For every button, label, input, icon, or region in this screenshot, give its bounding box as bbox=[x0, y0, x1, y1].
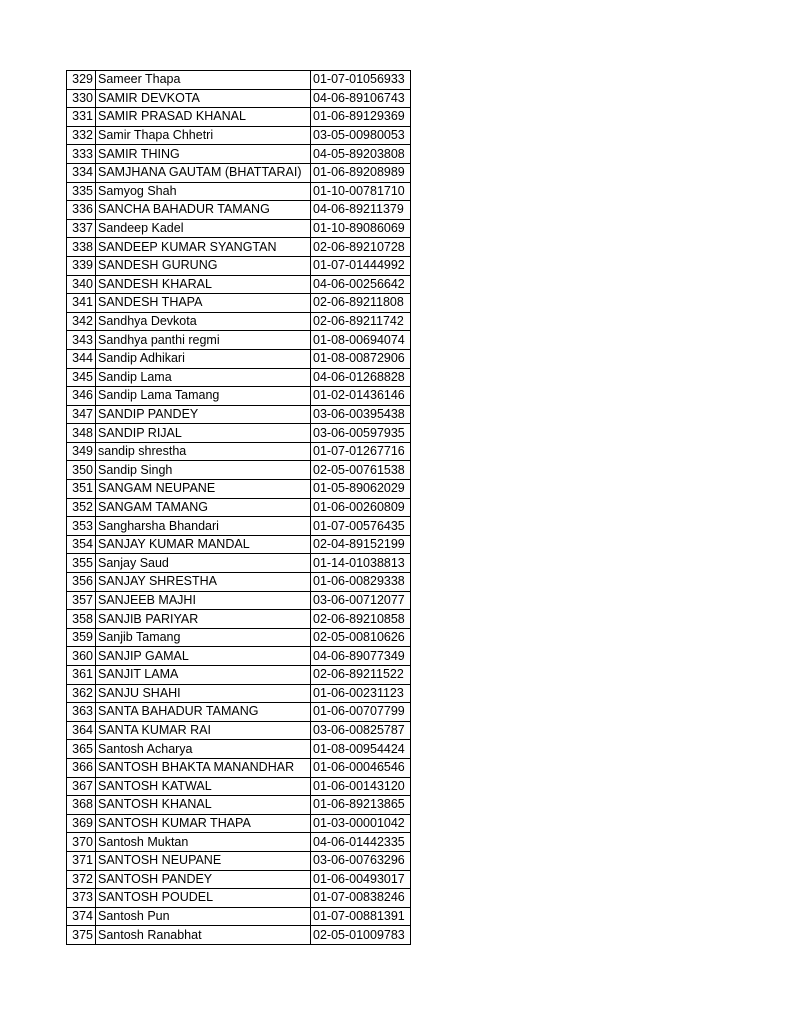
name-cell: Samir Thapa Chhetri bbox=[96, 126, 311, 145]
name-cell: SANJU SHAHI bbox=[96, 684, 311, 703]
name-cell: SANTOSH KUMAR THAPA bbox=[96, 814, 311, 833]
name-cell: SANTOSH PANDEY bbox=[96, 870, 311, 889]
name-cell: SANDESH GURUNG bbox=[96, 256, 311, 275]
name-cell: SANGAM NEUPANE bbox=[96, 480, 311, 499]
table-row bbox=[67, 461, 411, 480]
name-cell: Santosh Pun bbox=[96, 907, 311, 926]
name-cell: Santosh Muktan bbox=[96, 833, 311, 852]
id-code-cell: 03-06-00763296 bbox=[311, 851, 411, 870]
row-number-cell: 358 bbox=[67, 610, 96, 629]
row-number-cell: 360 bbox=[67, 647, 96, 666]
id-code-cell: 01-08-00954424 bbox=[311, 740, 411, 759]
id-code-cell: 04-05-89203808 bbox=[311, 145, 411, 164]
table-row bbox=[67, 777, 411, 796]
row-number-cell: 350 bbox=[67, 461, 96, 480]
table-row bbox=[67, 610, 411, 629]
row-number-cell: 353 bbox=[67, 517, 96, 536]
table-row bbox=[67, 442, 411, 461]
id-code-cell: 02-05-01009783 bbox=[311, 926, 411, 945]
row-number-cell: 345 bbox=[67, 368, 96, 387]
name-cell: SANCHA BAHADUR TAMANG bbox=[96, 201, 311, 220]
table-row bbox=[67, 126, 411, 145]
row-number-cell: 347 bbox=[67, 405, 96, 424]
table-row bbox=[67, 312, 411, 331]
row-number-cell: 368 bbox=[67, 796, 96, 815]
table-row bbox=[67, 517, 411, 536]
row-number-cell: 370 bbox=[67, 833, 96, 852]
row-number-cell: 329 bbox=[67, 71, 96, 90]
roster-table bbox=[66, 70, 411, 945]
row-number-cell: 362 bbox=[67, 684, 96, 703]
id-code-cell: 01-06-89213865 bbox=[311, 796, 411, 815]
id-code-cell: 01-10-00781710 bbox=[311, 182, 411, 201]
id-code-cell: 01-08-00872906 bbox=[311, 349, 411, 368]
table-row bbox=[67, 851, 411, 870]
name-cell: Santosh Ranabhat bbox=[96, 926, 311, 945]
id-code-cell: 01-07-01444992 bbox=[311, 256, 411, 275]
id-code-cell: 01-06-00707799 bbox=[311, 703, 411, 722]
name-cell: SANDEEP KUMAR SYANGTAN bbox=[96, 238, 311, 257]
table-row bbox=[67, 721, 411, 740]
row-number-cell: 367 bbox=[67, 777, 96, 796]
name-cell: SANTOSH KHANAL bbox=[96, 796, 311, 815]
id-code-cell: 01-06-00829338 bbox=[311, 573, 411, 592]
table-row bbox=[67, 647, 411, 666]
name-cell: SAMJHANA GAUTAM (BHATTARAI) bbox=[96, 163, 311, 182]
id-code-cell: 01-10-89086069 bbox=[311, 219, 411, 238]
name-cell: SANTOSH POUDEL bbox=[96, 889, 311, 908]
name-cell: SANJAY SHRESTHA bbox=[96, 573, 311, 592]
table-row bbox=[67, 926, 411, 945]
id-code-cell: 04-06-89211379 bbox=[311, 201, 411, 220]
name-cell: SANJEEB MAJHI bbox=[96, 591, 311, 610]
name-cell: SANTOSH NEUPANE bbox=[96, 851, 311, 870]
table-row bbox=[67, 591, 411, 610]
row-number-cell: 369 bbox=[67, 814, 96, 833]
id-code-cell: 02-04-89152199 bbox=[311, 535, 411, 554]
id-code-cell: 01-06-89208989 bbox=[311, 163, 411, 182]
table-row bbox=[67, 331, 411, 350]
id-code-cell: 04-06-89077349 bbox=[311, 647, 411, 666]
row-number-cell: 352 bbox=[67, 498, 96, 517]
table-row bbox=[67, 368, 411, 387]
name-cell: SAMIR PRASAD KHANAL bbox=[96, 108, 311, 127]
name-cell: SAMIR THING bbox=[96, 145, 311, 164]
row-number-cell: 338 bbox=[67, 238, 96, 257]
row-number-cell: 357 bbox=[67, 591, 96, 610]
table-row bbox=[67, 684, 411, 703]
table-row bbox=[67, 498, 411, 517]
table-row bbox=[67, 424, 411, 443]
table-row bbox=[67, 870, 411, 889]
row-number-cell: 371 bbox=[67, 851, 96, 870]
row-number-cell: 334 bbox=[67, 163, 96, 182]
row-number-cell: 359 bbox=[67, 628, 96, 647]
id-code-cell: 02-06-89211522 bbox=[311, 666, 411, 685]
table-row bbox=[67, 554, 411, 573]
table-row bbox=[67, 256, 411, 275]
document-page bbox=[66, 70, 411, 945]
name-cell: SANDESH KHARAL bbox=[96, 275, 311, 294]
table-row bbox=[67, 907, 411, 926]
name-cell: SANTOSH BHAKTA MANANDHAR bbox=[96, 758, 311, 777]
table-row bbox=[67, 405, 411, 424]
table-row bbox=[67, 573, 411, 592]
id-code-cell: 01-03-00001042 bbox=[311, 814, 411, 833]
id-code-cell: 02-06-89211742 bbox=[311, 312, 411, 331]
table-row bbox=[67, 275, 411, 294]
table-row bbox=[67, 294, 411, 313]
table-row bbox=[67, 387, 411, 406]
name-cell: SANDIP RIJAL bbox=[96, 424, 311, 443]
name-cell: Sandip Singh bbox=[96, 461, 311, 480]
name-cell: Sanjay Saud bbox=[96, 554, 311, 573]
row-number-cell: 349 bbox=[67, 442, 96, 461]
name-cell: Sandip Adhikari bbox=[96, 349, 311, 368]
row-number-cell: 342 bbox=[67, 312, 96, 331]
name-cell: Samyog Shah bbox=[96, 182, 311, 201]
table-row bbox=[67, 480, 411, 499]
id-code-cell: 02-06-89210728 bbox=[311, 238, 411, 257]
name-cell: SANTOSH KATWAL bbox=[96, 777, 311, 796]
name-cell: SANGAM TAMANG bbox=[96, 498, 311, 517]
id-code-cell: 03-05-00980053 bbox=[311, 126, 411, 145]
name-cell: SAMIR DEVKOTA bbox=[96, 89, 311, 108]
id-code-cell: 04-06-01268828 bbox=[311, 368, 411, 387]
row-number-cell: 356 bbox=[67, 573, 96, 592]
id-code-cell: 03-06-00712077 bbox=[311, 591, 411, 610]
id-code-cell: 01-06-89129369 bbox=[311, 108, 411, 127]
table-row bbox=[67, 889, 411, 908]
id-code-cell: 02-05-00761538 bbox=[311, 461, 411, 480]
name-cell: SANTA KUMAR RAI bbox=[96, 721, 311, 740]
name-cell: Sandip Lama Tamang bbox=[96, 387, 311, 406]
name-cell: SANJIT LAMA bbox=[96, 666, 311, 685]
id-code-cell: 03-06-00395438 bbox=[311, 405, 411, 424]
name-cell: Sandhya panthi regmi bbox=[96, 331, 311, 350]
id-code-cell: 01-07-00576435 bbox=[311, 517, 411, 536]
row-number-cell: 364 bbox=[67, 721, 96, 740]
row-number-cell: 344 bbox=[67, 349, 96, 368]
name-cell: Sanjib Tamang bbox=[96, 628, 311, 647]
roster-table-body bbox=[67, 71, 411, 945]
id-code-cell: 01-08-00694074 bbox=[311, 331, 411, 350]
name-cell: SANJIB PARIYAR bbox=[96, 610, 311, 629]
table-row bbox=[67, 796, 411, 815]
id-code-cell: 01-05-89062029 bbox=[311, 480, 411, 499]
row-number-cell: 361 bbox=[67, 666, 96, 685]
row-number-cell: 341 bbox=[67, 294, 96, 313]
name-cell: Sameer Thapa bbox=[96, 71, 311, 90]
name-cell: Sandeep Kadel bbox=[96, 219, 311, 238]
id-code-cell: 01-06-00046546 bbox=[311, 758, 411, 777]
row-number-cell: 332 bbox=[67, 126, 96, 145]
table-row bbox=[67, 219, 411, 238]
name-cell: SANDESH THAPA bbox=[96, 294, 311, 313]
table-row bbox=[67, 201, 411, 220]
id-code-cell: 01-02-01436146 bbox=[311, 387, 411, 406]
table-row bbox=[67, 89, 411, 108]
row-number-cell: 337 bbox=[67, 219, 96, 238]
row-number-cell: 366 bbox=[67, 758, 96, 777]
name-cell: SANJAY KUMAR MANDAL bbox=[96, 535, 311, 554]
row-number-cell: 335 bbox=[67, 182, 96, 201]
table-row bbox=[67, 666, 411, 685]
table-row bbox=[67, 349, 411, 368]
name-cell: Sandhya Devkota bbox=[96, 312, 311, 331]
name-cell: Sandip Lama bbox=[96, 368, 311, 387]
id-code-cell: 02-06-89210858 bbox=[311, 610, 411, 629]
id-code-cell: 02-05-00810626 bbox=[311, 628, 411, 647]
row-number-cell: 351 bbox=[67, 480, 96, 499]
table-row bbox=[67, 628, 411, 647]
id-code-cell: 04-06-89106743 bbox=[311, 89, 411, 108]
row-number-cell: 336 bbox=[67, 201, 96, 220]
name-cell: SANJIP GAMAL bbox=[96, 647, 311, 666]
table-row bbox=[67, 740, 411, 759]
id-code-cell: 01-06-00493017 bbox=[311, 870, 411, 889]
table-row bbox=[67, 182, 411, 201]
row-number-cell: 343 bbox=[67, 331, 96, 350]
name-cell: Santosh Acharya bbox=[96, 740, 311, 759]
id-code-cell: 03-06-00597935 bbox=[311, 424, 411, 443]
name-cell: SANTA BAHADUR TAMANG bbox=[96, 703, 311, 722]
id-code-cell: 04-06-01442335 bbox=[311, 833, 411, 852]
row-number-cell: 340 bbox=[67, 275, 96, 294]
id-code-cell: 01-07-00838246 bbox=[311, 889, 411, 908]
name-cell: sandip shrestha bbox=[96, 442, 311, 461]
id-code-cell: 01-06-00260809 bbox=[311, 498, 411, 517]
id-code-cell: 01-07-01056933 bbox=[311, 71, 411, 90]
table-row bbox=[67, 145, 411, 164]
row-number-cell: 339 bbox=[67, 256, 96, 275]
table-row bbox=[67, 814, 411, 833]
table-row bbox=[67, 703, 411, 722]
table-row bbox=[67, 758, 411, 777]
table-row bbox=[67, 833, 411, 852]
row-number-cell: 333 bbox=[67, 145, 96, 164]
row-number-cell: 354 bbox=[67, 535, 96, 554]
id-code-cell: 01-07-00881391 bbox=[311, 907, 411, 926]
id-code-cell: 03-06-00825787 bbox=[311, 721, 411, 740]
id-code-cell: 01-06-00231123 bbox=[311, 684, 411, 703]
row-number-cell: 372 bbox=[67, 870, 96, 889]
id-code-cell: 01-07-01267716 bbox=[311, 442, 411, 461]
id-code-cell: 01-06-00143120 bbox=[311, 777, 411, 796]
table-row bbox=[67, 238, 411, 257]
row-number-cell: 365 bbox=[67, 740, 96, 759]
id-code-cell: 01-14-01038813 bbox=[311, 554, 411, 573]
table-row bbox=[67, 163, 411, 182]
row-number-cell: 330 bbox=[67, 89, 96, 108]
row-number-cell: 348 bbox=[67, 424, 96, 443]
row-number-cell: 374 bbox=[67, 907, 96, 926]
row-number-cell: 346 bbox=[67, 387, 96, 406]
row-number-cell: 363 bbox=[67, 703, 96, 722]
id-code-cell: 04-06-00256642 bbox=[311, 275, 411, 294]
row-number-cell: 355 bbox=[67, 554, 96, 573]
table-row bbox=[67, 71, 411, 90]
row-number-cell: 375 bbox=[67, 926, 96, 945]
table-row bbox=[67, 108, 411, 127]
name-cell: Sangharsha Bhandari bbox=[96, 517, 311, 536]
table-row bbox=[67, 535, 411, 554]
id-code-cell: 02-06-89211808 bbox=[311, 294, 411, 313]
row-number-cell: 373 bbox=[67, 889, 96, 908]
row-number-cell: 331 bbox=[67, 108, 96, 127]
name-cell: SANDIP PANDEY bbox=[96, 405, 311, 424]
